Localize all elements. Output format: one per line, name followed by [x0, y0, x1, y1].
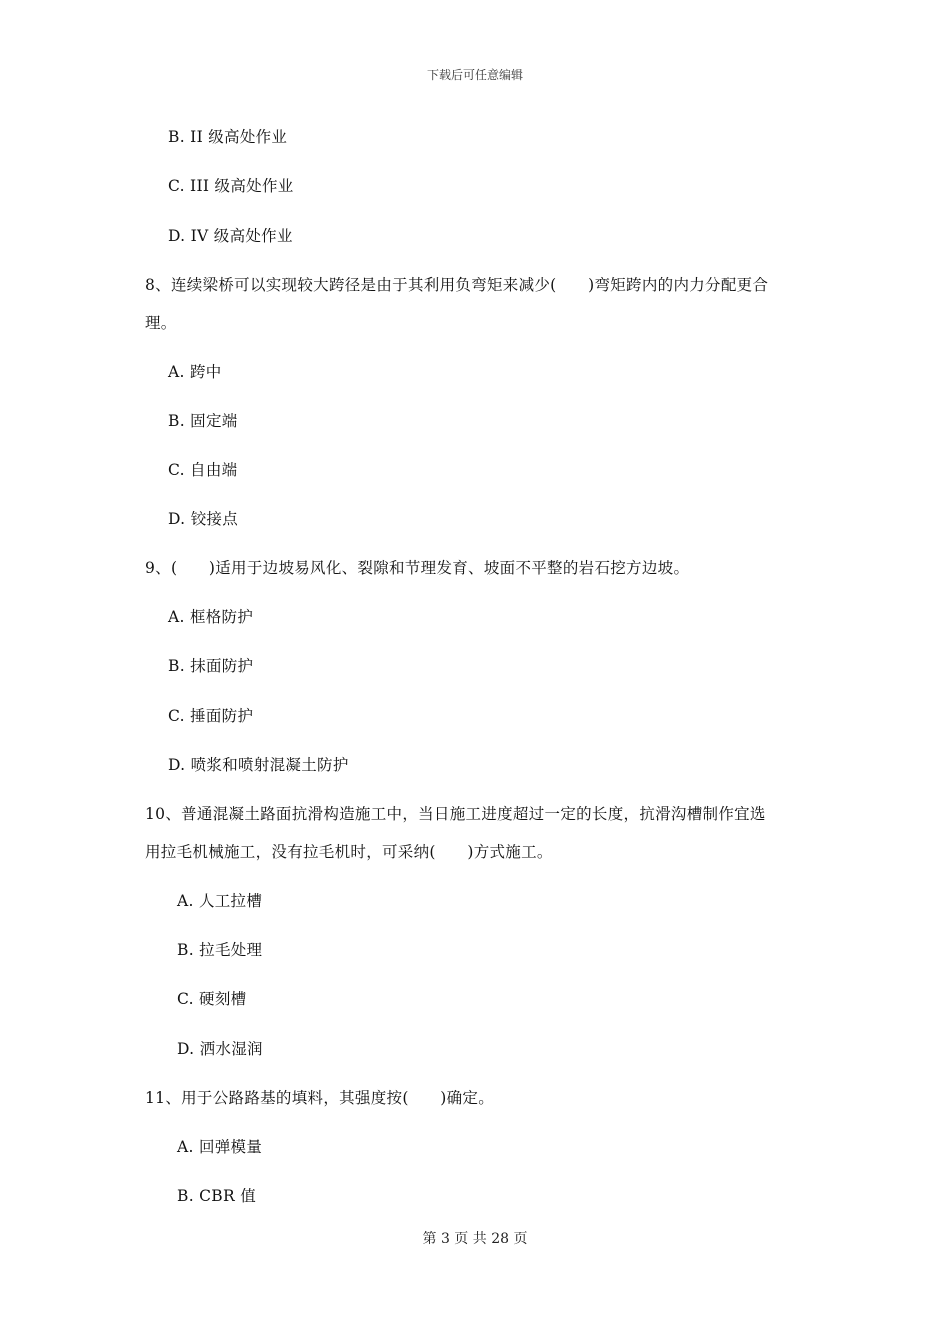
page-footer: 第 3 页 共 28 页 [422, 1231, 528, 1247]
q9-option-a: A. 框格防护 [168, 608, 254, 626]
q11-option-a: A. 回弹模量 [177, 1138, 263, 1156]
q9-text-line1: 9、( )适用于边坡易风化、裂隙和节理发育、坡面不平整的岩石挖方边坡。 [145, 559, 690, 577]
q10-option-b: B. 拉毛处理 [177, 941, 263, 959]
q8-text-line2: 理。 [145, 314, 177, 332]
q11-option-b: B. CBR 值 [177, 1187, 256, 1205]
q7-option-d: D. IV 级高处作业 [168, 227, 293, 245]
q8-option-d: D. 铰接点 [168, 510, 239, 528]
q7-option-c: C. III 级高处作业 [168, 177, 294, 195]
header-note: 下载后可任意编辑 [426, 68, 523, 82]
q7-option-b: B. II 级高处作业 [168, 128, 288, 146]
q8-text-line1: 8、连续梁桥可以实现较大跨径是由于其利用负弯矩来减少( )弯矩跨内的内力分配更合 [145, 276, 769, 294]
q8-option-c: C. 自由端 [168, 461, 238, 479]
q9-option-b: B. 抹面防护 [168, 657, 254, 675]
q9-option-c: C. 捶面防护 [168, 707, 254, 725]
q10-text-line1: 10、普通混凝土路面抗滑构造施工中，当日施工进度超过一定的长度，抗滑沟槽制作宜选 [145, 805, 766, 823]
q10-option-c: C. 硬刻槽 [177, 990, 247, 1008]
q8-option-a: A. 跨中 [168, 363, 222, 381]
q11-text-line1: 11、用于公路路基的填料，其强度按( )确定。 [145, 1089, 495, 1107]
q9-option-d: D. 喷浆和喷射混凝土防护 [168, 756, 349, 774]
q8-option-b: B. 固定端 [168, 412, 238, 430]
q10-text-line2: 用拉毛机械施工，没有拉毛机时，可采纳( )方式施工。 [145, 843, 553, 861]
q10-option-d: D. 洒水湿润 [177, 1040, 263, 1058]
q10-option-a: A. 人工拉槽 [177, 892, 263, 910]
